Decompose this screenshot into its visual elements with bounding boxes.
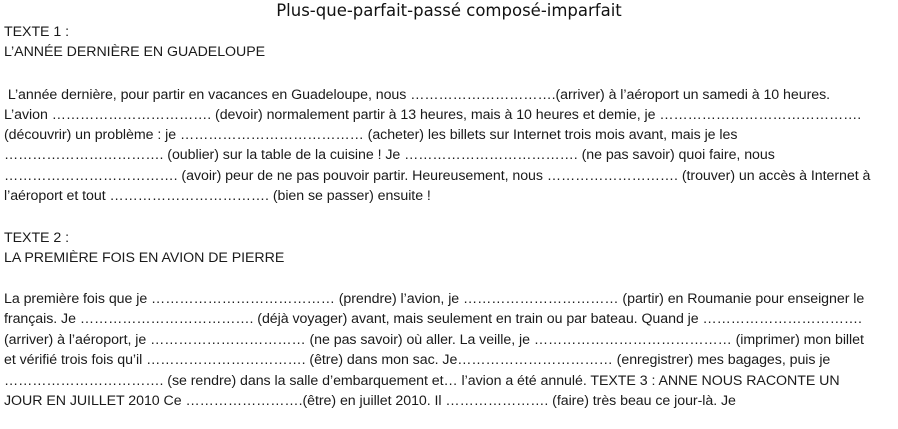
texte1-heading: L’ANNÉE DERNIÈRE EN GUADELOUPE: [4, 44, 266, 60]
texte2-line: et vérifié trois fois qu’il ……………………………. (être) dans mon sac. Je…………………………… (enregistrer) mes bagages, puis je: [4, 352, 831, 368]
texte1-label: TEXTE 1 :: [4, 24, 69, 40]
texte2-line: ……………………………. (se rendre) dans la salle d’embarquement et… l’avion a été annulé. TEXTE 3 : ANNE NOUS RACONTE UN: [4, 373, 840, 389]
texte2-label: TEXTE 2 :: [4, 230, 69, 246]
texte1-line: ………………………………. (avoir) peur de ne pas pouvoir partir. Heureusement, nous ………………………. (trouver) un accès à Internet à: [4, 168, 871, 184]
texte1-line: L’année dernière, pour partir en vacances en Guadeloupe, nous ………………………….(arriver) à l’aéroport un samedi à 10 heures.: [4, 87, 831, 103]
texte1-line: (découvrir) un problème : je ………………………………… (acheter) les billets sur Internet trois mois avant, mais je les: [4, 127, 738, 143]
texte2-line: JOUR EN JUILLET 2010 Ce …………………….(être) en juillet 2010. Il …………………. (faire) très beau ce jour-là. Je: [4, 393, 736, 409]
texte2-line: (arriver) à l’aéroport, je …………………………… (ne pas savoir) où aller. La veille, je …………………………………… (imprimer) mon billet: [4, 332, 864, 348]
texte1-line: l’aéroport et tout ……………………………. (bien se passer) ensuite !: [4, 188, 431, 204]
texte2-line: La première fois que je ………………………………… (prendre) l’avion, je …………………………… (partir) en Roumanie pour enseigner le: [4, 291, 865, 307]
document-title: Plus-que-parfait-passé composé-imparfait: [276, 1, 622, 20]
texte2-heading: LA PREMIÈRE FOIS EN AVION DE PIERRE: [4, 250, 285, 266]
texte2-line: français. Je ………………………………. (déjà voyager) avant, mais seulement en train ou par bateau. Quand je …………………………….: [4, 311, 862, 327]
texte1-line: ……………………………. (oublier) sur la table de la cuisine ! Je ………………………………. (ne pas savoir) quoi faire, nous: [4, 147, 775, 163]
texte1-line: L’avion ……………………………. (devoir) normalement partir à 13 heures, mais à 10 heures et demie, je …………………………………….: [4, 107, 862, 123]
